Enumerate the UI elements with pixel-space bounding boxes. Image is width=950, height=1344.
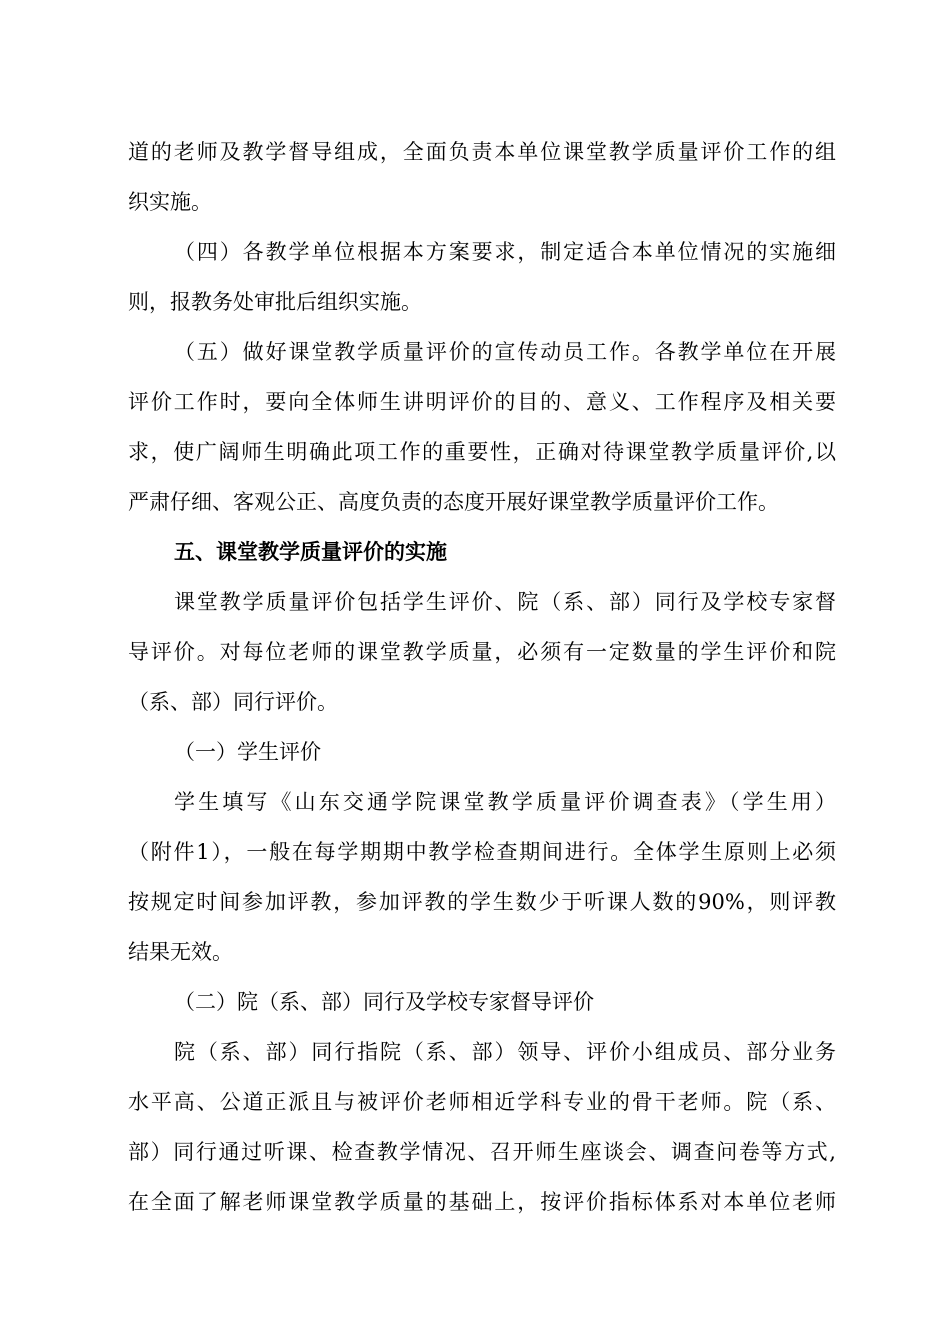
paragraph-line: （系、部）同行评价。 [128, 690, 338, 714]
paragraph-line: 学生填写《山东交通学院课堂教学质量评价调查表》（学生用） [174, 790, 836, 814]
paragraph-line: 按规定时间参加评教，参加评教的学生数少于听课人数的90%，则评教 [128, 890, 836, 914]
paragraph-line: 部）同行通过听课、检查教学情况、召开师生座谈会、调查问卷等方式, [128, 1140, 836, 1164]
paragraph-line: 评价工作时，要向全体师生讲明评价的目的、意义、工作程序及相关要 [128, 390, 836, 414]
paragraph-line: 院（系、部）同行指院（系、部）领导、评价小组成员、部分业务 [174, 1040, 836, 1064]
paragraph-line: 结果无效。 [128, 940, 233, 964]
subsection-heading: （一）学生评价 [174, 740, 321, 764]
paragraph-line: 在全面了解老师课堂教学质量的基础上，按评价指标体系对本单位老师 [128, 1190, 836, 1214]
paragraph-line: 道的老师及教学督导组成，全面负责本单位课堂教学质量评价工作的组 [128, 140, 836, 164]
paragraph-line: 导评价。对每位老师的课堂教学质量，必须有一定数量的学生评价和院 [128, 640, 836, 664]
paragraph-line: 水平高、公道正派且与被评价老师相近学科专业的骨干老师。院（系、 [128, 1090, 836, 1114]
paragraph-line: 严肃仔细、客观公正、高度负责的态度开展好课堂教学质量评价工作。 [128, 490, 779, 514]
subsection-heading: （二）院（系、部）同行及学校专家督导评价 [174, 990, 594, 1014]
paragraph-line: （四）各教学单位根据本方案要求，制定适合本单位情况的实施细 [174, 240, 836, 264]
paragraph-line: 织实施。 [128, 190, 212, 214]
paragraph-line: 则，报教务处审批后组织实施。 [128, 290, 422, 314]
section-heading: 五、课堂教学质量评价的实施 [174, 539, 447, 564]
paragraph-line: （附件1），一般在每学期期中教学检查期间进行。全体学生原则上必须 [128, 840, 836, 864]
paragraph-line: （五）做好课堂教学质量评价的宣传动员工作。各教学单位在开展 [174, 340, 836, 364]
paragraph-line: 求，使广阔师生明确此项工作的重要性，正确对待课堂教学质量评价,以 [128, 440, 836, 464]
paragraph-line: 课堂教学质量评价包括学生评价、院（系、部）同行及学校专家督 [174, 590, 836, 614]
